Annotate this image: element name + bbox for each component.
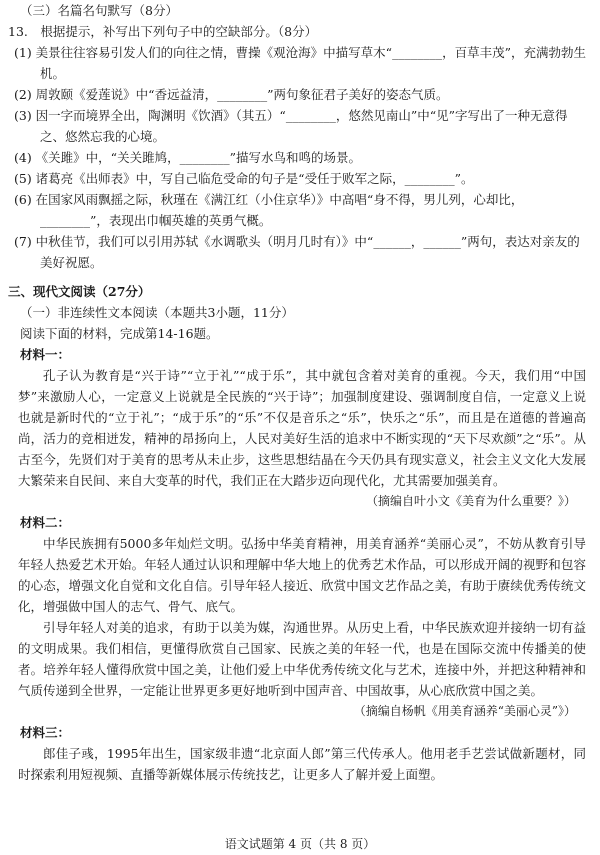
q13-item-7: (7) 中秋佳节，我们可以引用苏轼《水调歌头（明月几时有）》中“______，______”两句，表达对亲友的美好祝愿。 [14,234,580,270]
material-2-label: 材料二： [20,515,71,530]
material-1-source: （摘编自叶小文《美育为什么重要？》） [365,494,576,508]
page-footer: 语文试题第 4 页（共 8 页） [224,837,376,851]
q13-item-1: (1) 美景往往容易引发人们的向往之情，曹操《观沧海》中描写草木“________，百草丰茂”，充满勃勃生机。 [14,45,586,81]
subsection-heading: （一）非连续性文本阅读（本题共3小题，11分） [20,305,294,320]
material-3-label: 材料三： [20,725,71,740]
q13-item-3: (3) 因一字而境界全出，陶渊明《饮酒》（其五）“________，悠然见南山”中“见”字写出了一种无意得之、悠然忘我的心境。 [14,108,568,144]
q13-item-6: (6) 在国家风雨飘摇之际，秋瑾在《满江红（小住京华）》中高唱“身不得，男儿列，心却比，________”，表现出巾帼英雄的英勇气概。 [14,192,524,228]
material-3-text: 郎佳子彧，1995年出生，国家级非遗“北京面人郎”第三代传承人。他用老手艺尝试做新题材，同时探索利用短视频、直播等新媒体展示传统技艺，让更多人了解并爱上面塑。 [18,746,586,782]
reading-instruction: 阅读下面的材料，完成第14-16题。 [20,326,219,341]
material-1-text: 孔子认为教育是“兴于诗”“立于礼”“成于乐”，其中就包含着对美育的重视。今天，我们用“中国梦”来激励人心，一定意义上说就是全民族的“兴于诗”；加强制度建设、强调制度自信，一定意义上说也就是新时代的“立于礼”；“成于乐”的“乐”不仅是音乐之“乐”，快乐之“乐”，而且是在道德的普遍高尚，活力的竞相迸发，精神的昂扬向上，人民对美好生活的追求中不断实现的“天下尽欢颜”之“乐”。从古至今，先贤们对于美育的思考从未止步，这些思想结晶在今天仍具有现实意义，社会主义文化大发展大繁荣来自民间、来自大变革的时代，我们正在大踏步迈向现代化，尤其需要加强美育。 [18,368,586,488]
section-heading-modern-reading: 三、现代文阅读（27分） [8,284,151,299]
q13-item-2: (2) 周敦颐《爱莲说》中“香远益清，________”两句象征君子美好的姿态气质。 [14,87,449,102]
material-1-label: 材料一： [20,347,71,362]
q13-item-4: (4) 《关雎》中，“关关雎鸠，________”描写水鸟和鸣的场景。 [14,150,361,165]
material-2-paragraph-2: 引导年轻人对美的追求，有助于以美为媒，沟通世界。从历史上看，中华民族欢迎并接纳一切有益的文明成果。我们相信，更懂得欣赏自己国家、民族之美的年轻一代，也是在国际交流中传播美的使者。培养年轻人懂得欣赏中国之美，让他们爱上中华优秀传统文化与艺术，连接中外，并把这种精神和气质传递到全世界，一定能让世界更多更好地听到中国声音、中国故事，从心底欣赏中国之美。 [18,620,586,698]
material-2-source: （摘编自杨帆《用美育涵养“美丽心灵”》） [353,704,576,718]
question-13-heading: 13. 根据提示，补写出下列句子中的空缺部分。（8分） [8,24,318,39]
q13-item-5: (5) 诸葛亮《出师表》中，写自己临危受命的句子是“受任于败军之际，________”。 [14,171,474,186]
section-heading-memorization: （三）名篇名句默写（8分） [20,3,178,18]
material-2-paragraph-1: 中华民族拥有5000多年灿烂文明。弘扬中华美育精神，用美育涵养“美丽心灵”，不妨从教育引导年轻人热爱艺术开始。年轻人通过认识和理解中华大地上的优秀艺术作品，可以形成开阔的视野和包容的心态，增强文化自觉和文化自信。引导年轻人接近、欣赏中国文艺作品之美，有助于赓续优秀传统文化，增强做中国人的志气、骨气、底气。 [18,536,586,614]
